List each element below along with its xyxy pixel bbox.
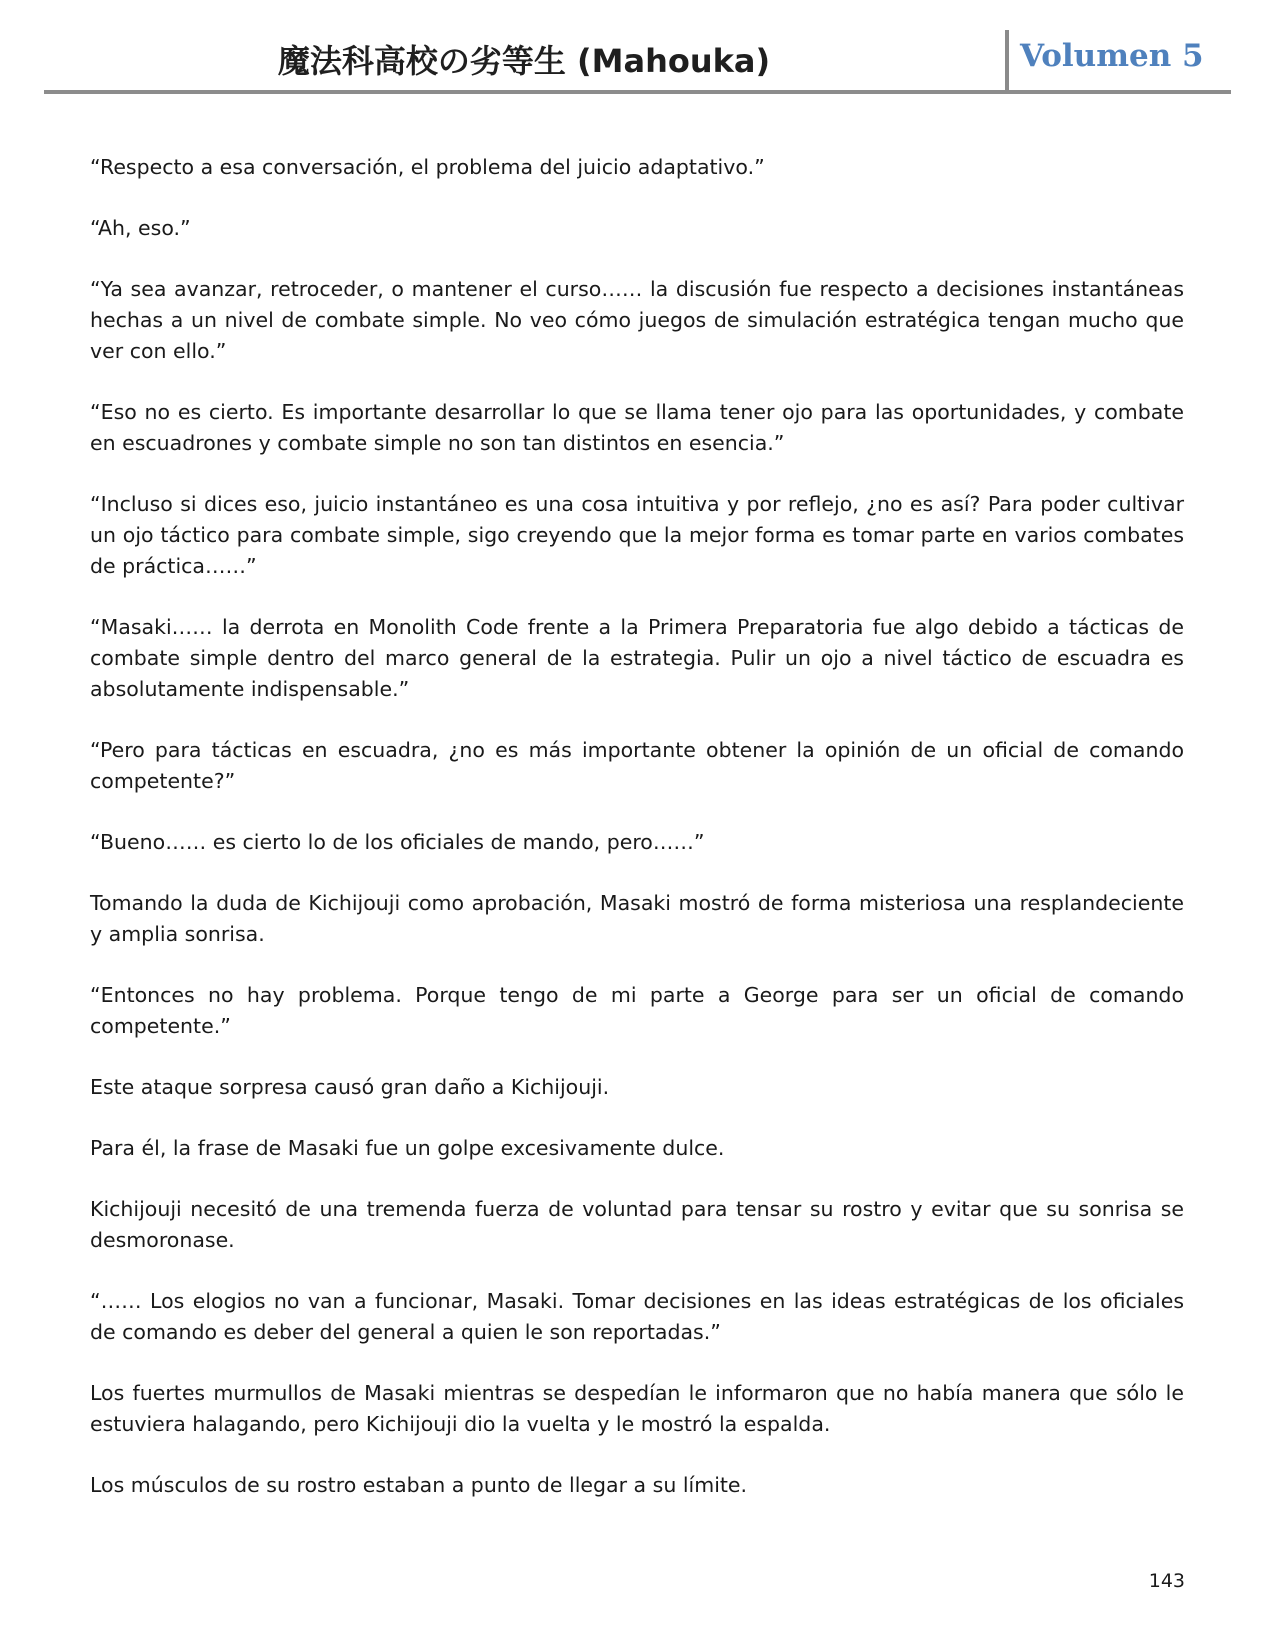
paragraph: Los músculos de su rostro estaban a punto de llegar a su límite. [90, 1473, 748, 1497]
paragraph: “Pero para tácticas en escuadra, ¿no es más importante obtener la opinión de un oficial de comando competente?” [90, 738, 1184, 793]
book-title: 魔法科高校の劣等生 (Mahouka) [277, 42, 771, 80]
page-header [0, 0, 1275, 100]
paragraph: Este ataque sorpresa causó gran daño a Kichijouji. [90, 1075, 610, 1099]
header-divider [1005, 30, 1009, 94]
paragraph: Los fuertes murmullos de Masaki mientras se despedían le informaron que no había manera que sólo le estuviera halagando, pero Kichijouji dio la vuelta y le mostró la espalda. [90, 1381, 1184, 1436]
paragraph: “Respecto a esa conversación, el problema del juicio adaptativo.” [90, 155, 765, 179]
header-rule [44, 90, 1231, 94]
paragraph: Para él, la frase de Masaki fue un golpe excesivamente dulce. [90, 1136, 725, 1160]
page-body [90, 152, 1184, 1531]
paragraph: “Incluso si dices eso, juicio instantáneo es una cosa intuitiva y por reflejo, ¿no es así? Para poder cultivar un ojo táctico para combate simple, sigo creyendo que la mejor forma es tomar parte en varios combates de práctica……” [90, 492, 1184, 578]
page-number: 143 [1148, 1570, 1185, 1592]
paragraph: “Eso no es cierto. Es importante desarrollar lo que se llama tener ojo para las oportunidades, y combate en escuadrones y combate simple no son tan distintos en esencia.” [90, 400, 1184, 455]
paragraph: Tomando la duda de Kichijouji como aprobación, Masaki mostró de forma misteriosa una resplandeciente y amplia sonrisa. [90, 891, 1184, 946]
paragraph: “Entonces no hay problema. Porque tengo de mi parte a George para ser un oficial de comando competente.” [90, 983, 1184, 1038]
paragraph: “Ah, eso.” [90, 216, 191, 240]
paragraph: “Bueno…… es cierto lo de los oficiales de mando, pero……” [90, 830, 705, 854]
volume-label: Volumen 5 [1020, 38, 1204, 74]
paragraph: Kichijouji necesitó de una tremenda fuerza de voluntad para tensar su rostro y evitar que su sonrisa se desmoronase. [90, 1197, 1184, 1252]
paragraph: “Masaki…… la derrota en Monolith Code frente a la Primera Preparatoria fue algo debido a tácticas de combate simple dentro del marco general de la estrategia. Pulir un ojo a nivel táctico de escuadra es absolutamente indispensable.” [90, 615, 1184, 701]
paragraph: “Ya sea avanzar, retroceder, o mantener el curso…… la discusión fue respecto a decisiones instantáneas hechas a un nivel de combate simple. No veo cómo juegos de simulación estratégica tengan mucho que ver con ello.” [90, 277, 1184, 363]
paragraph: “…… Los elogios no van a funcionar, Masaki. Tomar decisiones en las ideas estratégicas de los oficiales de comando es deber del general a quien le son reportadas.” [90, 1289, 1184, 1344]
